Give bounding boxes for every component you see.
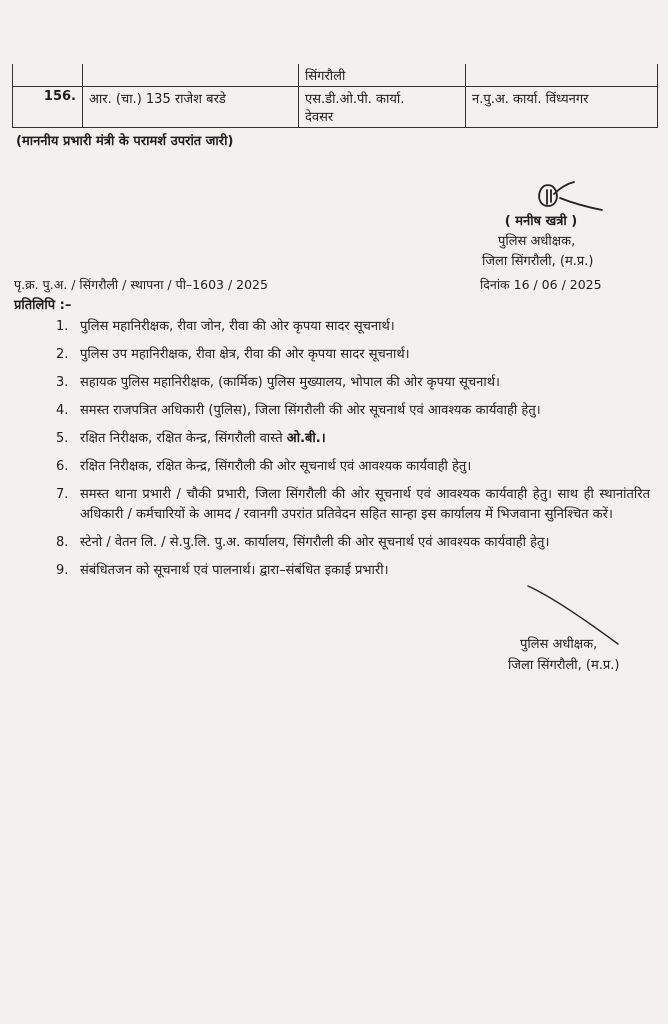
employee-cell: [83, 64, 299, 87]
transfer-table: [12, 64, 658, 128]
employee-cell: आर. (चा.) 135 राजेश बरडे: [83, 87, 299, 128]
reference-number: पृ.क्र. पु.अ. / सिंगरौली / स्थापना / पी–1603 / 2025: [14, 277, 268, 292]
posted-from-cell: सिंगरौली: [299, 64, 466, 87]
issue-note: (माननीय प्रभारी मंत्री के परामर्श उपरांत जारी): [16, 134, 234, 149]
bold-text: ओ.बी.: [286, 431, 321, 446]
footer-signatory: [508, 634, 620, 676]
copy-heading: प्रतिलिपि :–: [14, 298, 72, 313]
posted-from-cell: [299, 87, 466, 128]
footer-designation: पुलिस अधीक्षक,: [520, 637, 598, 652]
copy-list: [56, 317, 650, 589]
list-item: 6. रक्षित निरीक्षक, रक्षित केन्द्र, सिंगरौली की ओर सूचनार्थ एवं आवश्यक कार्यवाही हेतु।: [56, 459, 472, 474]
serial-cell: 156.: [13, 87, 83, 128]
serial-cell: [13, 64, 83, 87]
list-item: 7. समस्त थाना प्रभारी / चौकी प्रभारी, जिला सिंगरौली की ओर सूचनार्थ एवं आवश्यक कार्यवाही हेतु। साथ ही स्थानांतरित अधिकारी / कर्मचारियों के आमद / रवानगी उपरांत प्रतिवेदन सहित सान्हा इस कार्यालय में भिजवाना सुनिश्चित करें।: [56, 487, 650, 522]
list-item: 2. पुलिस उप महानिरीक्षक, रीवा क्षेत्र, रीवा की ओर कृपया सादर सूचनार्थ।: [56, 347, 410, 362]
list-item: 8. स्टेनो / वेतन लि. / से.पु.लि. पु.अ. कार्यालय, सिंगरौली की ओर सूचनार्थ एवं आवश्यक कार्यवाही हेतु।: [56, 535, 550, 550]
posted-from-line2: देवसर: [305, 110, 334, 125]
signatory-block: [482, 212, 632, 272]
signatory-designation: पुलिस अधीक्षक,: [498, 234, 576, 249]
posted-to-cell: न.पु.अ. कार्या. विंध्यनगर: [466, 87, 658, 128]
footer-district: जिला सिंगरौली, (म.प्र.): [508, 658, 620, 673]
list-item: 9. संबंधितजन को सूचनार्थ एवं पालनार्थ। द्वारा–संबंधित इकाई प्रभारी।: [56, 563, 389, 578]
list-item: 5. रक्षित निरीक्षक, रक्षित केन्द्र, सिंगरौली वास्ते ओ.बी.।: [56, 431, 326, 446]
table-row: [13, 87, 658, 128]
list-item: 1. पुलिस महानिरीक्षक, रीवा जोन, रीवा की ओर कृपया सादर सूचनार्थ।: [56, 319, 395, 334]
issue-date: दिनांक 16 / 06 / 2025: [480, 277, 602, 292]
list-item: 3. सहायक पुलिस महानिरीक्षक, (कार्मिक) पुलिस मुख्यालय, भोपाल की ओर कृपया सूचनार्थ।: [56, 375, 500, 390]
signatory-district: जिला सिंगरौली, (म.प्र.): [482, 254, 594, 269]
list-item: 4. समस्त राजपत्रित अधिकारी (पुलिस), जिला सिंगरौली की ओर सूचनार्थ एवं आवश्यक कार्यवाही हेतु।: [56, 403, 541, 418]
posted-from-line1: एस.डी.ओ.पी. कार्या.: [305, 92, 405, 107]
posted-to-cell: [466, 64, 658, 87]
table-row: [13, 64, 658, 87]
signatory-name: ( मनीष खत्री ): [504, 214, 578, 229]
